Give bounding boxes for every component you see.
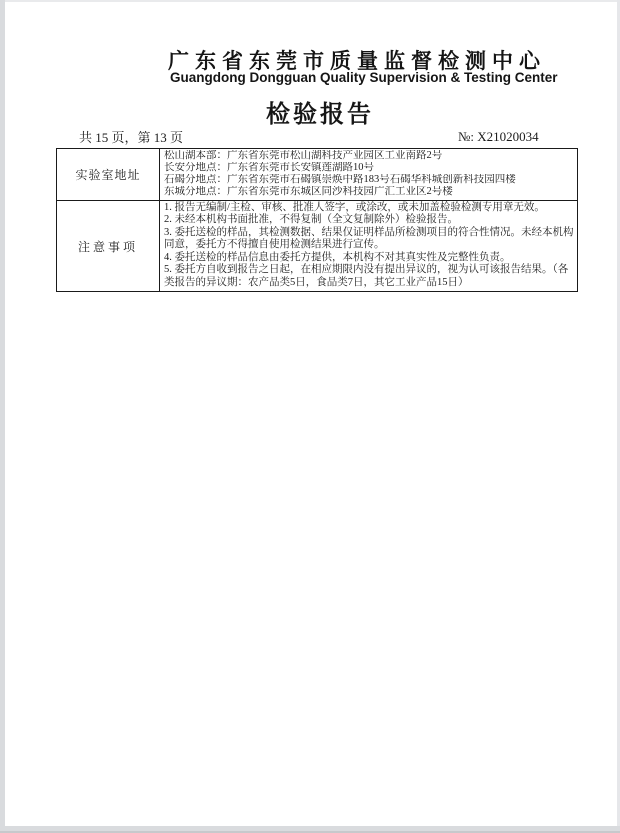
report-number-value: X21020034 [477, 129, 539, 144]
note-item: 4. 委托送检的样品信息由委托方提供，本机构不对其真实性及完整性负责。 [164, 251, 511, 263]
lab-address-line: 石碣分地点：广东省东莞市石碣镇崇焕中路183号石碣华科城创新科技园四楼 [164, 174, 516, 185]
lab-address-label: 实验室地址 [57, 149, 160, 201]
notes-content [160, 201, 578, 292]
note-item: 1. 报告无编制/主检、审核、批准人签字，或涂改，或未加盖检验检测专用章无效。 [164, 202, 545, 213]
note-item: 2. 未经本机构书面批准，不得复制（全文复制除外）检验报告。 [164, 214, 458, 226]
report-number [458, 129, 539, 145]
org-name-chinese: 广东省东莞市质量监督检测中心 [168, 50, 546, 73]
notes-label: 注意事项 [57, 201, 160, 292]
lab-address-line: 东城分地点：广东省东莞市东城区同沙科技园广汇工业区2号楼 [164, 186, 453, 197]
scan-edge-top [0, 0, 620, 2]
lab-address-line: 松山湖本部：广东省东莞市松山湖科技产业园区工业南路2号 [164, 150, 443, 161]
lab-address-content [160, 149, 578, 201]
page-count-info: 共 15 页，第 13 页 [79, 130, 184, 145]
note-item: 5. 委托方自收到报告之日起，在相应期限内没有提出异议的，视为认可该报告结果。（各类报告的异议期：农产品类5日，食品类7日，其它工业产品15日） [164, 264, 569, 288]
lab-address-line: 长安分地点：广东省东莞市长安镇莲湖路10号 [164, 162, 374, 173]
note-item: 3. 委托送检的样品，其检测数据、结果仅证明样品所检测项目的符合性情况。未经本机构同意，委托方不得擅自使用检测结果进行宣传。 [164, 226, 574, 251]
org-name-english: Guangdong Dongguan Quality Supervision & Testing Center [170, 70, 558, 85]
scan-edge-left [0, 0, 5, 833]
report-info-table [56, 148, 578, 292]
lab-address-row [57, 149, 578, 201]
notes-row [57, 201, 578, 292]
report-title: 检验报告 [266, 102, 374, 128]
report-number-label: №: [458, 129, 475, 144]
